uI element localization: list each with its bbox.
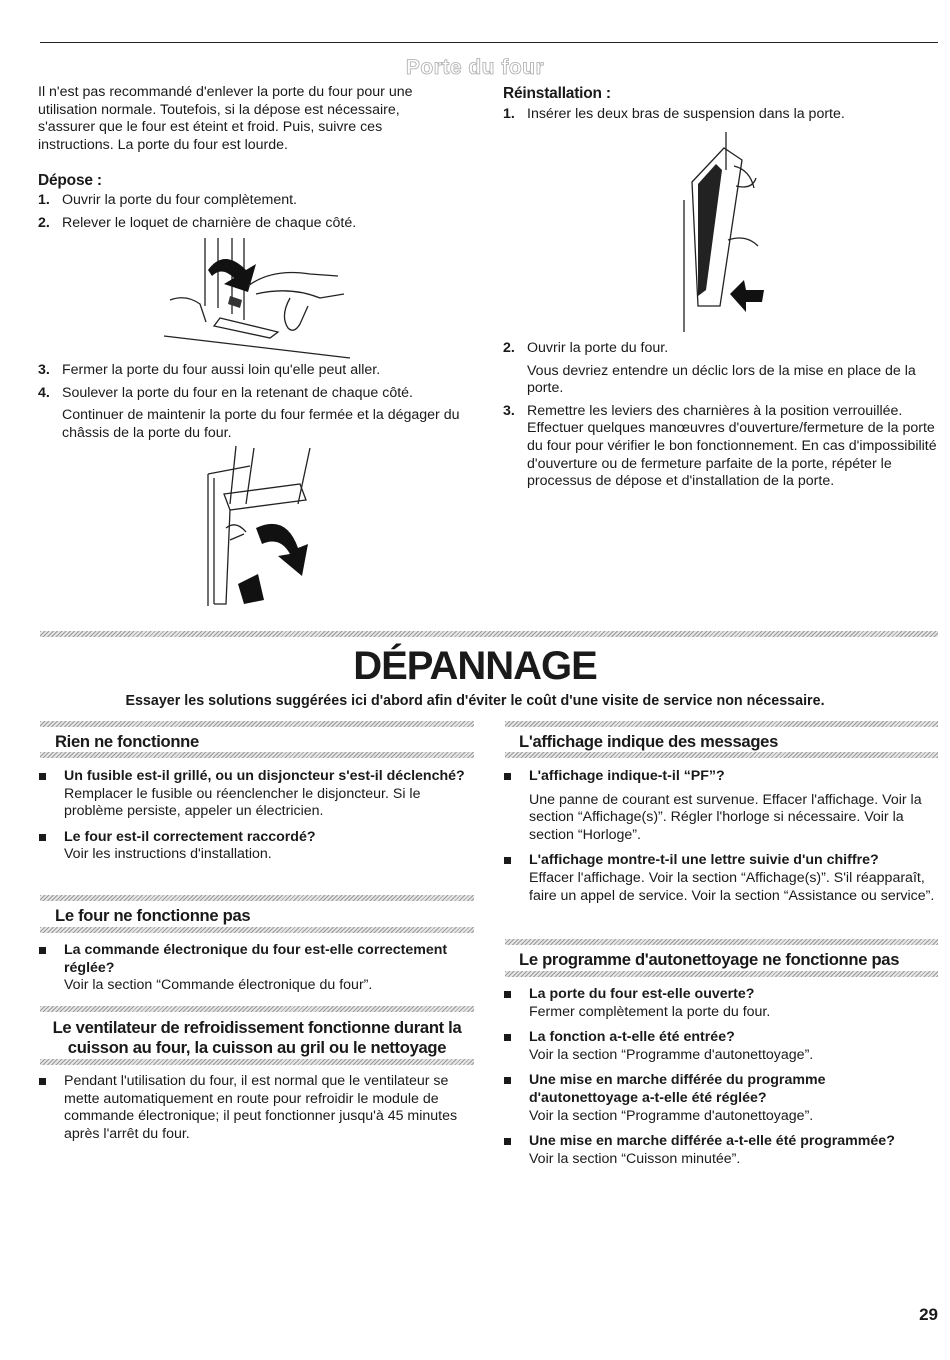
section-divider: [505, 752, 938, 758]
section-divider: [505, 939, 938, 945]
removal-step-1: 1. Ouvrir la porte du four complètement.: [38, 192, 297, 208]
section-items-self-clean: [503, 986, 937, 1176]
section-title-display-messages: L'affichage indique des messages: [519, 732, 779, 751]
door-lift-illustration: [200, 444, 320, 616]
section-title-cooling-fan: Le ventilateur de refroidissement fonctionne durant la cuisson au four, la cuisson au gril ou le nettoyage: [52, 1018, 462, 1057]
section-title-self-clean: Le programme d'autonettoyage ne fonctionne pas: [519, 950, 900, 969]
list-item: La commande électronique du four est-elle correctement réglée? Voir la section “Commande électronique du four”.: [38, 942, 470, 995]
troubleshooting-title: DÉPANNAGE: [353, 644, 597, 688]
list-item: La porte du four est-elle ouverte? Fermer complètement la porte du four.: [503, 986, 937, 1021]
list-item: Pendant l'utilisation du four, il est normal que le ventilateur se mette automatiquement en route pour refroidir le module de commande électronique; il peut fonctionner jusqu'à 45 minutes après l'arrêt du four.: [38, 1073, 472, 1143]
section-items-oven-not-working: [38, 942, 470, 1003]
list-item: La fonction a-t-elle été entrée? Voir la section “Programme d'autonettoyage”.: [503, 1029, 937, 1064]
section-items-cooling-fan: [38, 1073, 472, 1151]
section-divider: [40, 721, 474, 727]
section-divider: [40, 895, 474, 901]
removal-step-4: 4. Soulever la porte du four en la retenant de chaque côté. Continuer de maintenir la porte du four fermée et la dégager du châssis de la porte du four.: [38, 384, 460, 441]
reinstall-step-1: 1. Insérer les deux bras de suspension dans la porte.: [503, 106, 845, 122]
hinge-latch-illustration: [160, 236, 360, 362]
reinstall-step-2: 2. Ouvrir la porte du four. Vous devriez entendre un déclic lors de la mise en place de la porte.: [503, 340, 916, 397]
troubleshooting-intro: Essayer les solutions suggérées ici d'abord afin d'éviter le coût d'une visite de service non nécessaire.: [125, 693, 825, 709]
top-rule: [40, 42, 938, 43]
section-title-nothing-works: Rien ne fonctionne: [55, 732, 199, 751]
oven-door-intro: Il n'est pas recommandé d'enlever la porte du four pour une utilisation normale. Toutefois, si la dépose est nécessaire, s'assurer que le four est éteint et froid. Puis, suivre ces instructions. La porte du four est lourde.: [38, 84, 413, 153]
removal-heading: Dépose :: [38, 172, 102, 189]
list-item: Un fusible est-il grillé, ou un disjoncteur s'est-il déclenché? Remplacer le fusible ou réenclencher le disjoncteur. Si le problème persiste, appeler un électricien.: [38, 768, 470, 821]
section-divider: [40, 1059, 474, 1065]
troubleshooting-top-rule: [40, 631, 938, 637]
section-divider: [40, 1006, 474, 1012]
reinstall-steps-b: [503, 340, 937, 496]
list-item: Le four est-il correctement raccordé? Voir les instructions d'installation.: [38, 829, 470, 864]
list-item: Une mise en marche différée a-t-elle été programmée? Voir la section “Cuisson minutée”.: [503, 1133, 937, 1168]
section-divider: [505, 721, 938, 727]
section-items-nothing-works: [38, 768, 470, 872]
section-divider: [40, 927, 474, 933]
section-divider: [40, 752, 474, 758]
removal-step-2: 2. Relever le loquet de charnière de chaque côté.: [38, 214, 357, 231]
door-reinsert-illustration: [676, 130, 776, 336]
oven-door-title: Porte du four: [405, 56, 545, 79]
list-item: L'affichage indique-t-il “PF”? Une panne de courant est survenue. Effacer l'affichage. Voir la section “Affichage(s)”. Régler l'horloge si nécessaire. Voir la section “Horloge”.: [503, 768, 937, 844]
removal-steps-a: [38, 192, 478, 237]
page-number: 29: [919, 1305, 938, 1324]
removal-step-3: 3. Fermer la porte du four aussi loin qu'elle peut aller.: [38, 362, 381, 378]
reinstall-steps-a: [503, 106, 937, 129]
section-title-oven-not-working: Le four ne fonctionne pas: [55, 906, 251, 925]
reinstall-heading: Réinstallation :: [503, 85, 611, 102]
removal-steps-b: [38, 362, 478, 447]
section-divider: [505, 971, 938, 977]
reinstall-step-3: 3. Remettre les leviers des charnières à la position verrouillée. Effectuer quelques manœuvres d'ouverture/fermeture de la porte du four pour vérifier le bon fonctionnement. En cas d'impossibilité d'ouverture ou de fermeture parfaite de la porte, répéter le processus de dépose et d'installation de la porte.: [503, 402, 937, 490]
list-item: Une mise en marche différée du programme d'autonettoyage a-t-elle été réglée? Voir la section “Programme d'autonettoyage”.: [503, 1072, 937, 1125]
list-item: L'affichage montre-t-il une lettre suivie d'un chiffre? Effacer l'affichage. Voir la section “Affichage(s)”. S'il réapparaît, faire un appel de service. Voir la section “Assistance ou service”.: [503, 852, 937, 905]
section-items-display-messages: [503, 768, 937, 913]
